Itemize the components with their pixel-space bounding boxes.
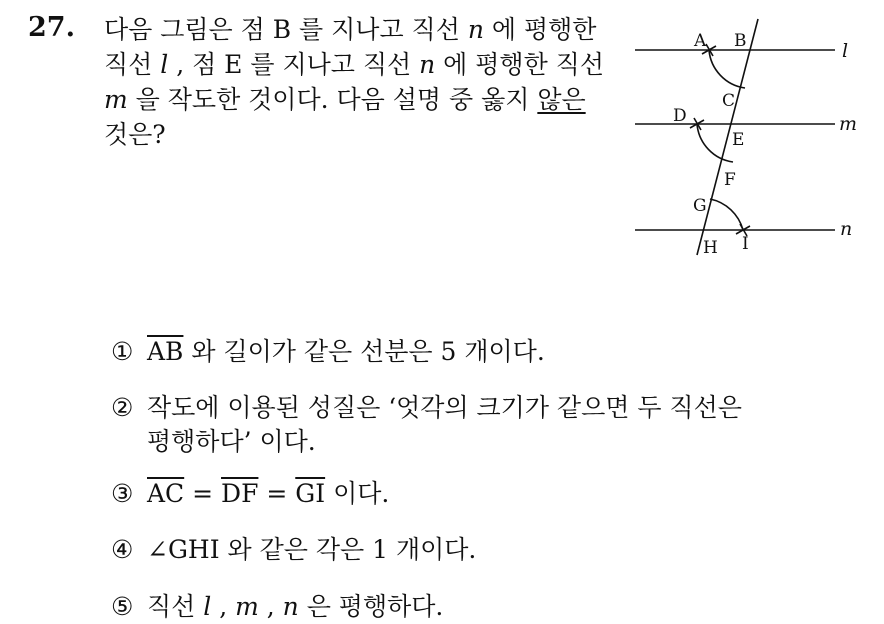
equals-sign: =	[258, 479, 296, 508]
stem-text: 직선	[104, 50, 161, 79]
choice-number: ⑤	[111, 592, 134, 621]
segment-gi: $\overline{GI}$	[295, 479, 326, 508]
stem-line-1	[104, 12, 614, 47]
stem-text: 다음 그림은 점 B 를 지나고 직선	[104, 15, 468, 44]
var-l: l	[203, 592, 212, 621]
question-number: 27.	[28, 12, 75, 43]
stem-line-4: 것은?	[104, 120, 166, 149]
arc-gi	[710, 199, 743, 230]
var-n: n	[419, 50, 436, 79]
construction-figure	[630, 15, 870, 260]
choice-number: ②	[111, 393, 134, 422]
stem-text: 에 평행한	[483, 15, 597, 44]
var-n: n	[467, 15, 484, 44]
stem-text: 을 작도한 것이다. 다음 설명 중 옳지	[127, 85, 538, 114]
line-label-n: n	[840, 218, 853, 240]
choice-text: 은 평행하다.	[298, 592, 444, 621]
choice-3[interactable]	[111, 477, 389, 511]
var-m: m	[235, 592, 259, 621]
segment-ac: $\overline{AC}$	[147, 479, 185, 508]
choice-2[interactable]	[111, 391, 742, 459]
choice-text: 와 길이가 같은 선분은 5 개이다.	[183, 337, 545, 366]
choice-text: 직선	[147, 592, 204, 621]
point-label-d: D	[673, 106, 687, 126]
choice-text-cont: 평행하다’ 이다.	[147, 427, 316, 456]
point-label-g: G	[693, 196, 707, 216]
choice-1[interactable]	[111, 335, 545, 369]
choice-number: ①	[111, 337, 134, 366]
emphasis-underline: 않은	[537, 85, 586, 114]
transversal-line	[697, 19, 758, 255]
var-n: n	[282, 592, 299, 621]
var-l: l	[160, 50, 169, 79]
comma: ,	[258, 592, 283, 621]
stem-text: , 점 E 를 지나고 직선	[168, 50, 420, 79]
choice-5[interactable]	[111, 590, 443, 624]
segment-ab: $\overline{AB}$	[147, 337, 184, 366]
point-label-e: E	[732, 130, 745, 150]
equals-sign: =	[184, 479, 222, 508]
choice-number: ④	[111, 535, 134, 564]
choice-text: 이다.	[325, 479, 390, 508]
point-label-b: B	[734, 31, 747, 51]
var-m: m	[104, 85, 128, 114]
point-label-i: I	[742, 234, 749, 254]
question-stem	[104, 12, 614, 152]
stem-text: 에 평행한 직선	[435, 50, 604, 79]
line-label-m: m	[839, 113, 858, 135]
point-label-c: C	[722, 91, 736, 111]
arc-df	[697, 124, 733, 162]
choice-text: 작도에 이용된 성질은 ‘엇각의 크기가 같으면 두 직선은	[147, 393, 742, 422]
stem-line-2	[104, 47, 614, 82]
choice-number: ③	[111, 479, 134, 508]
comma: ,	[211, 592, 236, 621]
point-label-a: A	[694, 31, 707, 51]
segment-df: $\overline{DF}$	[221, 479, 259, 508]
point-label-f: F	[724, 170, 736, 190]
arc-ac	[709, 50, 745, 88]
line-label-l: l	[842, 40, 849, 62]
point-label-h: H	[703, 238, 718, 258]
choice-text: ∠GHI 와 같은 각은 1 개이다.	[147, 535, 477, 564]
stem-line-3	[104, 82, 614, 117]
choice-4[interactable]	[111, 533, 476, 567]
